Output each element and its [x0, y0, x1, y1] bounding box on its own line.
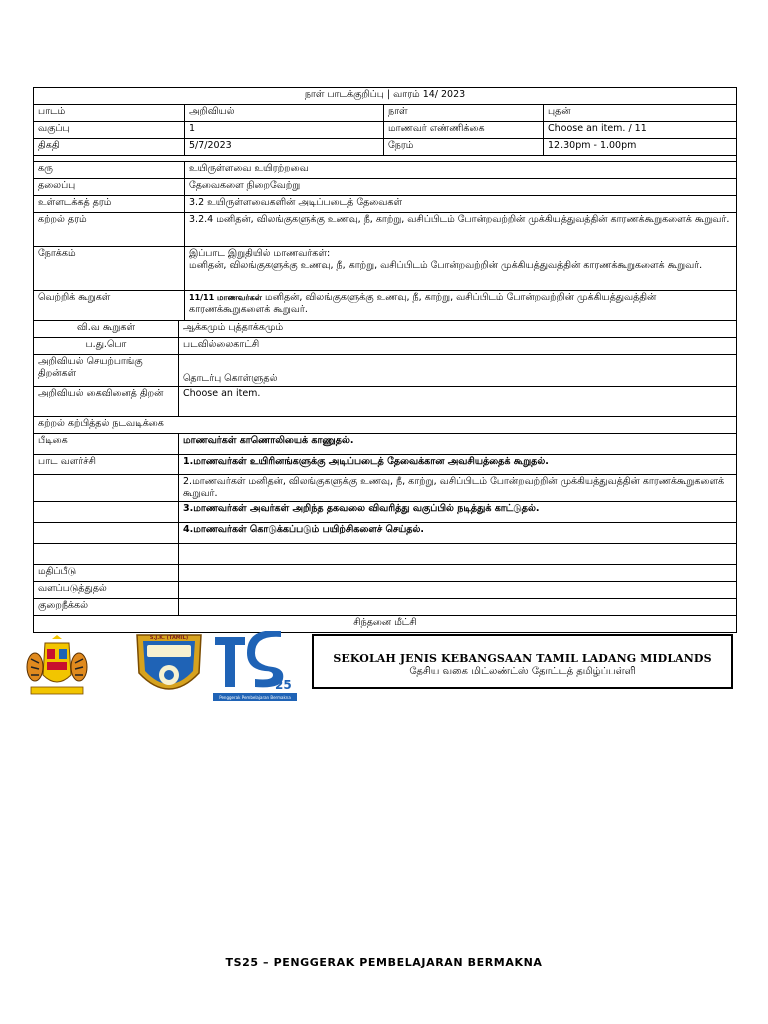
reflection-label: சிந்தனை மீட்சி [34, 616, 737, 633]
development-empty-1 [34, 475, 179, 502]
ts25-tagline: Penggerak Pembelajaran Bermakna [219, 695, 291, 700]
enrichment-value [179, 582, 737, 599]
development-label: பாட வளர்ச்சி [34, 455, 179, 475]
ts25-number: 25 [275, 678, 292, 692]
success-criteria-cell [185, 291, 737, 321]
school-badge-logo [133, 629, 205, 705]
development-step-3: 3.மாணவர்கள் அவர்கள் அறிந்த தகவலை விவரித்து வகுப்பில் நடித்துக் காட்டுதல். [179, 502, 737, 523]
topic-label: தலைப்பு [34, 179, 185, 196]
development-step-4: 4.மாணவர்கள் கொடுக்கப்படும் பயிற்சிகளைச் செய்தல். [179, 523, 737, 544]
thinking-tool-value: படவில்லைகாட்சி [179, 338, 737, 355]
objective-label: நோக்கம் [34, 247, 185, 291]
theme-label: கரு [34, 162, 185, 179]
cross-elements-label: வி.வ கூறுகள் [34, 321, 179, 338]
success-criteria-text: மனிதன், விலங்குகளுக்கு உணவு, நீ, காற்று, வசிப்பிடம் போன்றவற்றின் முக்கியத்துவத்தின் காரணக்கூறுகளைக் கூறுவர். [189, 292, 657, 315]
objective-text: மனிதன், விலங்குகளுக்கு உணவு, நீ, காற்று, வசிப்பிடம் போன்றவற்றின் முக்கியத்துவத்தின் காரணக்கூறுகளைக் கூறுவர். [189, 260, 703, 271]
lesson-plan-table [33, 87, 737, 633]
success-criteria-prefix: 11/11 மாணவர்கள் [189, 293, 262, 302]
plan-title: நாள் பாடக்குறிப்பு | வாரம் 14/ 2023 [34, 88, 737, 105]
content-standard-value: 3.2 உயிருள்ளவைகளின் அடிப்படைத் தேவைகள் [185, 196, 737, 213]
process-skills-label: அறிவியல் செயற்பாங்கு திறன்கள் [34, 355, 179, 387]
learning-standard-label: கற்றல் தரம் [34, 213, 185, 247]
date-value: 5/7/2023 [185, 139, 384, 156]
students-count-dropdown[interactable]: Choose an item. / 11 [544, 122, 737, 139]
school-name-tamil: தேசிய வகை மிட்லண்ட்ஸ் தோட்டத் தமிழ்ப்பள்ளி [409, 666, 636, 677]
introduction-value: மாணவர்கள் காணொலியைக் காணுதல். [179, 434, 737, 455]
objective-intro: இப்பாட இறுதியில் மாணவர்கள்: [189, 248, 331, 259]
assessment-value [179, 565, 737, 582]
development-step-2: 2.மாணவர்கள் மனிதன், விலங்குகளுக்கு உணவு, நீ, காற்று, வசிப்பிடம் போன்றவற்றின் முக்கியத்துவத்தின் காரணக்கூறுகளைக் கூறுவர். [179, 475, 737, 502]
content-standard-label: உள்ளடக்கத் தரம் [34, 196, 185, 213]
coat-of-arms-logo [25, 635, 89, 703]
success-criteria-label: வெற்றிக் கூறுகள் [34, 291, 185, 321]
school-name: SEKOLAH JENIS KEBANGSAAN TAMIL LADANG MIDLANDS [333, 652, 712, 665]
badge-text: S.J.K. (TAMIL) [149, 635, 189, 641]
ts25-logo [211, 631, 301, 707]
students-label: மாணவர் எண்ணிக்கை [384, 122, 544, 139]
class-label: வகுப்பு [34, 122, 185, 139]
activities-heading: கற்றல் கற்பித்தல் நடவடிக்கை [34, 417, 737, 434]
theme-value: உயிருள்ளவை உயிரற்றவை [185, 162, 737, 179]
class-value: 1 [185, 122, 384, 139]
development-step-1: 1.மாணவர்கள் உயிரினங்களுக்கு அடிப்படைத் தேவைக்கான அவசியத்தைக் கூறுதல். [179, 455, 737, 475]
school-name-box [312, 634, 733, 689]
manipulative-skills-label: அறிவியல் கைவினைத் திறன் [34, 387, 179, 417]
logo-strip [25, 627, 315, 707]
introduction-label: பீடிகை [34, 434, 179, 455]
development-empty-3 [34, 523, 179, 544]
blank-row-label [34, 544, 179, 565]
subject-value: அறிவியல் [185, 105, 384, 122]
day-label: நாள் [384, 105, 544, 122]
time-value: 12.30pm - 1.00pm [544, 139, 737, 156]
objective-cell [185, 247, 737, 291]
date-label: திகதி [34, 139, 185, 156]
day-value: புதன் [544, 105, 737, 122]
remedial-value [179, 599, 737, 616]
footer-slogan: TS25 – PENGGERAK PEMBELAJARAN BERMAKNA [225, 956, 543, 969]
manipulative-skills-dropdown[interactable]: Choose an item. [179, 387, 737, 417]
thinking-tool-label: ப.து.பொ [34, 338, 179, 355]
assessment-label: மதிப்பீடு [34, 565, 179, 582]
cross-elements-value: ஆக்கமும் புத்தாக்கமும் [179, 321, 737, 338]
topic-value: தேவைகளை நிறைவேற்று [185, 179, 737, 196]
enrichment-label: வளப்படுத்துதல் [34, 582, 179, 599]
blank-row-value [179, 544, 737, 565]
time-label: நேரம் [384, 139, 544, 156]
development-empty-2 [34, 502, 179, 523]
learning-standard-value: 3.2.4 மனிதன், விலங்குகளுக்கு உணவு, நீ, காற்று, வசிப்பிடம் போன்றவற்றின் முக்கியத்துவத்தின் காரணக்கூறுகளைக் கூறுவர். [185, 213, 737, 247]
subject-label: பாடம் [34, 105, 185, 122]
process-skills-value: தொடர்பு கொள்ளுதல் [179, 355, 737, 387]
remedial-label: குறைநீக்கல் [34, 599, 179, 616]
